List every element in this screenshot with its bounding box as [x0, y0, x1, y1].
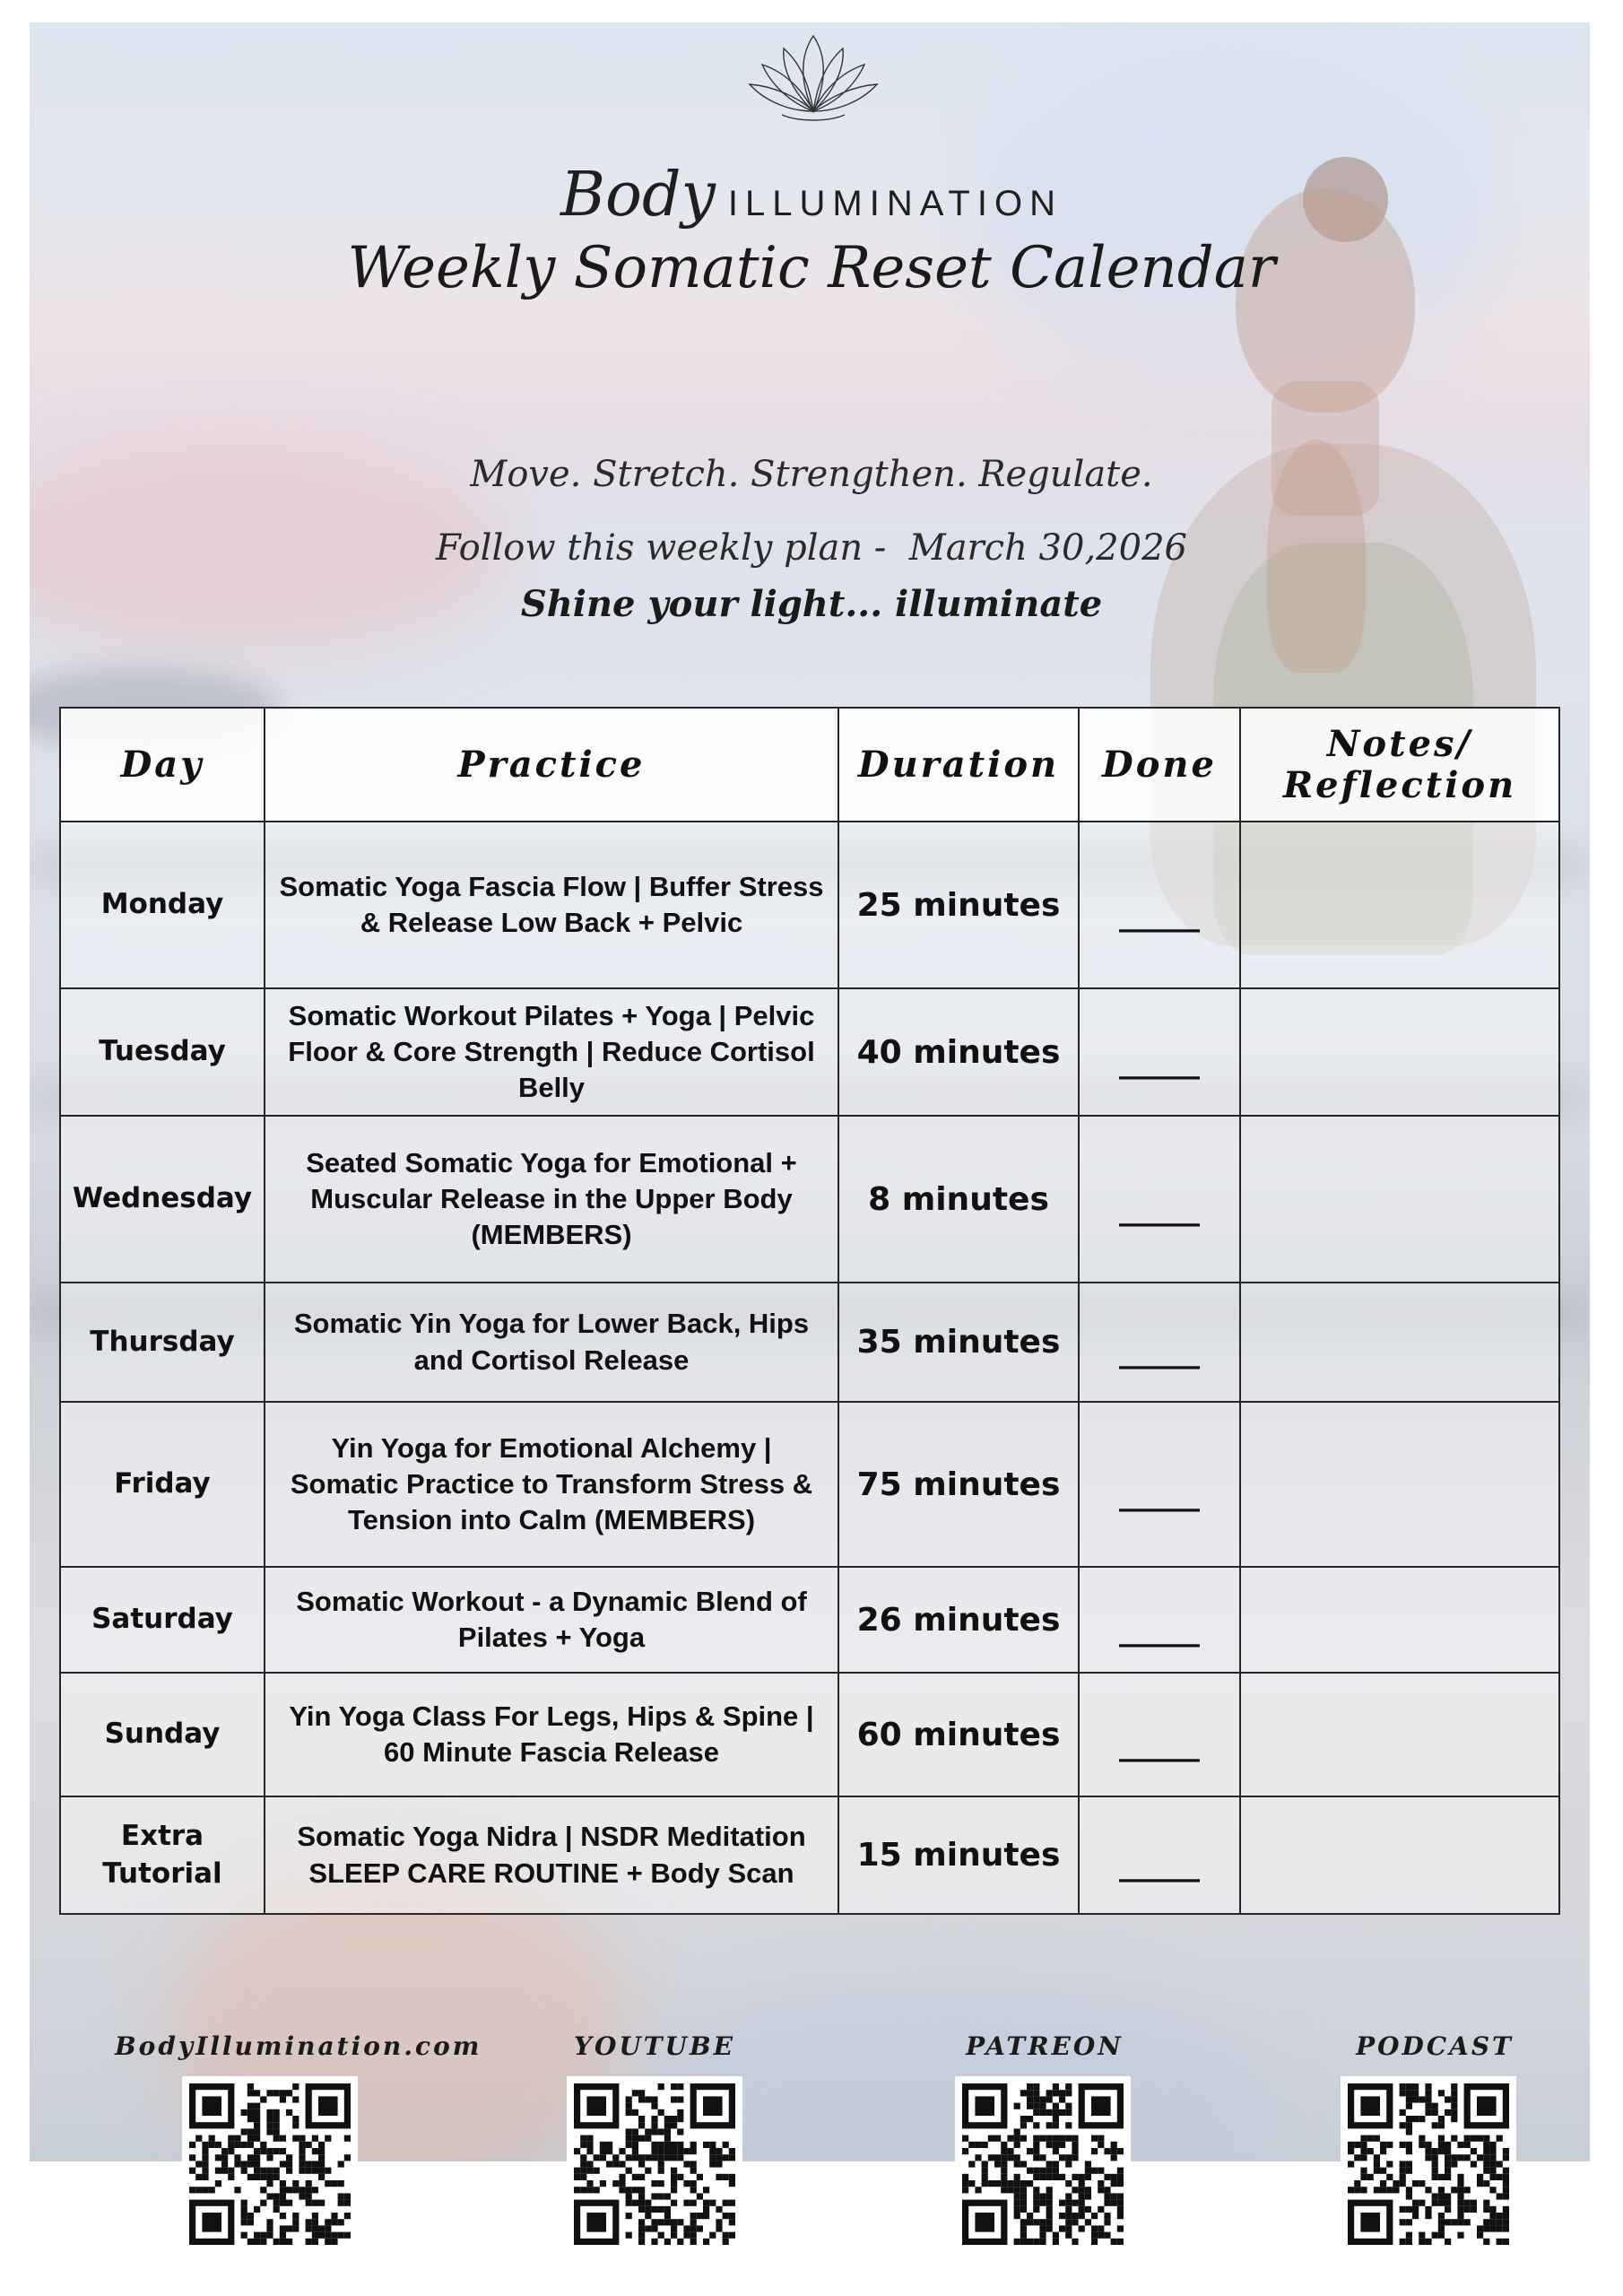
podcast-link-label[interactable]: PODCAST: [1356, 2031, 1514, 2061]
tagline: Move. Stretch. Strengthen. Regulate.: [470, 454, 1153, 495]
duration-cell: 15 minutes: [838, 1796, 1079, 1914]
table-row: [60, 822, 1559, 988]
done-checkbox[interactable]: _____: [1079, 822, 1240, 988]
practice-cell: Yin Yoga Class For Legs, Hips & Spine | 60 Minute Fascia Release: [265, 1673, 838, 1796]
schedule-table: [59, 707, 1560, 1915]
brand-caps: ILLUMINATION: [727, 184, 1063, 223]
patreon-qr-code-icon[interactable]: [955, 2076, 1131, 2252]
day-cell: Wednesday: [60, 1116, 265, 1283]
plan-date-line: Follow this weekly plan - March 30,2026: [436, 527, 1187, 569]
done-checkbox[interactable]: _____: [1079, 1567, 1240, 1673]
header-practice: Practice: [265, 708, 838, 822]
notes-cell[interactable]: [1240, 1673, 1559, 1796]
table-row: [60, 1673, 1559, 1796]
table-row: [60, 1116, 1559, 1283]
notes-cell[interactable]: [1240, 1402, 1559, 1567]
duration-cell: 35 minutes: [838, 1283, 1079, 1402]
done-checkbox[interactable]: _____: [1079, 988, 1240, 1116]
practice-cell: Somatic Workout - a Dynamic Blend of Pilates + Yoga: [265, 1567, 838, 1673]
day-cell: Monday: [60, 822, 265, 988]
notes-cell[interactable]: [1240, 822, 1559, 988]
duration-cell: 60 minutes: [838, 1673, 1079, 1796]
day-cell: Saturday: [60, 1567, 265, 1673]
notes-cell[interactable]: [1240, 1567, 1559, 1673]
practice-cell: Somatic Yoga Nidra | NSDR Meditation SLEEP CARE ROUTINE + Body Scan: [265, 1796, 838, 1914]
table-header-row: [60, 708, 1559, 822]
done-checkbox[interactable]: _____: [1079, 1796, 1240, 1914]
done-checkbox[interactable]: _____: [1079, 1673, 1240, 1796]
done-checkbox[interactable]: _____: [1079, 1283, 1240, 1402]
duration-cell: 26 minutes: [838, 1567, 1079, 1673]
notes-cell[interactable]: [1240, 1116, 1559, 1283]
header-day: Day: [60, 708, 265, 822]
day-cell: Friday: [60, 1402, 265, 1567]
brand-script: Body: [560, 160, 716, 230]
table-row: [60, 1567, 1559, 1673]
podcast-qr-code-icon[interactable]: [1341, 2076, 1516, 2252]
patreon-link-label[interactable]: PATREON: [966, 2031, 1124, 2061]
practice-cell: Yin Yoga for Emotional Alchemy | Somatic Practice to Transform Stress & Tension into Calm (MEMBERS): [265, 1402, 838, 1567]
day-cell: Thursday: [60, 1283, 265, 1402]
practice-cell: Seated Somatic Yoga for Emotional + Muscular Release in the Upper Body (MEMBERS): [265, 1116, 838, 1283]
duration-cell: 40 minutes: [838, 988, 1079, 1116]
website-link-label[interactable]: BodyIllumination.com: [115, 2031, 482, 2061]
day-cell: Sunday: [60, 1673, 265, 1796]
day-cell: Extra Tutorial: [60, 1796, 265, 1914]
page-title: Weekly Somatic Reset Calendar: [347, 235, 1276, 301]
lotus-logo-icon: [746, 29, 881, 127]
practice-cell: Somatic Yin Yoga for Lower Back, Hips and Cortisol Release: [265, 1283, 838, 1402]
practice-cell: Somatic Yoga Fascia Flow | Buffer Stress & Release Low Back + Pelvic: [265, 822, 838, 988]
brand-logo: [0, 160, 1623, 230]
duration-cell: 25 minutes: [838, 822, 1079, 988]
table-row: [60, 988, 1559, 1116]
notes-cell[interactable]: [1240, 988, 1559, 1116]
motto: Shine your light... illuminate: [520, 583, 1103, 625]
table-row: [60, 1402, 1559, 1567]
done-checkbox[interactable]: _____: [1079, 1402, 1240, 1567]
header-notes: Notes/ Reflection: [1240, 708, 1559, 822]
table-row: [60, 1283, 1559, 1402]
day-cell: Tuesday: [60, 988, 265, 1116]
notes-cell[interactable]: [1240, 1796, 1559, 1914]
duration-cell: 8 minutes: [838, 1116, 1079, 1283]
notes-cell[interactable]: [1240, 1283, 1559, 1402]
header-done: Done: [1079, 708, 1240, 822]
table-row: [60, 1796, 1559, 1914]
duration-cell: 75 minutes: [838, 1402, 1079, 1567]
header-duration: Duration: [838, 708, 1079, 822]
done-checkbox[interactable]: _____: [1079, 1116, 1240, 1283]
youtube-qr-code-icon[interactable]: [567, 2076, 742, 2252]
youtube-link-label[interactable]: YOUTUBE: [573, 2031, 736, 2061]
practice-cell: Somatic Workout Pilates + Yoga | Pelvic Floor & Core Strength | Reduce Cortisol Belly: [265, 988, 838, 1116]
website-qr-code-icon[interactable]: [182, 2076, 358, 2252]
